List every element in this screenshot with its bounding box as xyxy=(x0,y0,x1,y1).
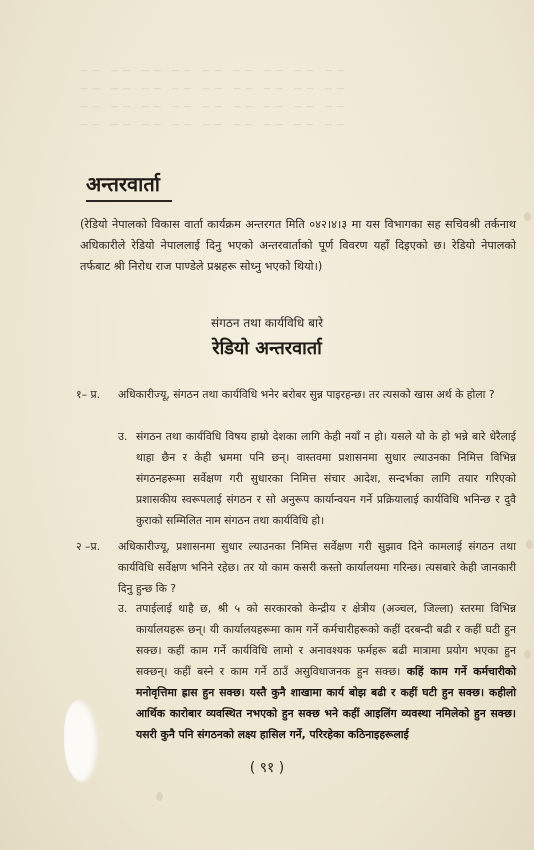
bleed-line: —— —— —— —— —— —— —— —— —— xyxy=(80,84,349,93)
question-1 xyxy=(76,384,516,405)
punch-hole xyxy=(524,212,531,221)
answer-text xyxy=(136,598,516,745)
question-text: अधिकारीज्यू, संगठन तथा कार्यविधि भनेर बरोबर सुन्न पाइरहन्छ। तर त्यसको खास अर्थ के होला ? xyxy=(118,388,495,401)
question-marker: २ –प्र. xyxy=(76,540,101,553)
bleed-line: —— —— —— —— —— —— —— —— —— xyxy=(80,102,349,111)
bleed-line: —— —— —— —— —— —— —— —— —— xyxy=(80,120,349,129)
answer-text-light: तपाईलाई थाहै छ, श्री ५ को सरकारको केन्द्रीय र क्षेत्रीय (अञ्चल, जिल्ला) स्तरमा विभिन्न कार्यालयहरू छन्। यी कार्यालयहरूमा काम गर्ने कर्मचारीहरूको कहीं दरबन्दी बढी र कहीं घटी हुन सक्छ। कहीं काम गर्ने कार्यविधि लामो र अनावश्यक फर्महरू बढी मात्रामा प्रयोग भएका हुन सक्छन्। कहीं बस्ने र काम गर्ने ठाउँ असुविधाजनक हुन सक्छ। xyxy=(136,602,516,678)
answer-marker: उ. xyxy=(118,602,128,615)
answer-2 xyxy=(118,598,516,745)
page-number: ( ९१ ) xyxy=(249,760,285,776)
punch-hole xyxy=(526,540,533,549)
answer-marker: उ. xyxy=(118,430,128,443)
punch-hole xyxy=(156,792,163,801)
paper-stain xyxy=(64,700,100,782)
question-text: अधिकारीज्यू, प्रशासनमा सुधार ल्याउनका निमित्त सर्वेक्षण गरी सुझाव दिने कामलाई संगठन तथा कार्यविधि सर्वेक्षण भनिने रहेछ। तर यो काम कसरी कस्तो कार्यालयमा गरिन्छ। त्यसबारे केही जानकारी दिनु हुन्छ कि ? xyxy=(118,540,516,595)
bleed-through-text xyxy=(80,62,520,134)
question-marker: १– प्र. xyxy=(76,388,101,401)
punch-hole xyxy=(524,650,531,659)
answer-1 xyxy=(118,426,516,531)
interview-title: रेडियो अन्तरवार्ता xyxy=(212,338,322,359)
answer-text: संगठन तथा कार्यविधि विषय हाम्रो देशका लागि केही नयाँ न हो। यसले यो के हो भन्ने बारे धेरैलाई थाहा छैन र केही भ्रममा पनि छन्। वास्तवमा प्रशासनमा सुधार ल्याउनका निमित्त विभिन्न संगठनहरूमा सर्वेक्षण गरी सुधारका निमित्त संचार आदेश, सन्दर्भका लागि तयार गरिएको प्रशासकीय स्वरूपलाई संगठन र सो अनुरूप कार्यान्वयन गर्ने प्रक्रियालाई कार्यविधि भनिन्छ र दुवै कुराको सम्मिलित नाम संगठन तथा कार्यविधि हो। xyxy=(136,430,516,527)
section-heading: अन्तरवार्ता xyxy=(86,172,160,196)
question-2 xyxy=(76,536,516,599)
bleed-line: —— —— —— —— —— —— —— —— —— xyxy=(80,66,349,75)
heading-underline xyxy=(86,200,172,202)
subtitle: संगठन तथा कार्यविधि बारे xyxy=(211,316,323,330)
answer-text-dark: कहिं काम गर्ने कर्मचारीको मनोवृत्तिमा ह्रास हुन सक्छ। यस्तै कुनै शाखामा कार्य बोझ बढी र कहीं घटी हुन सक्छ। कहीलो आर्थिक कारोबार व्यवस्थित नभएको हुन सक्छ भने कहीं आइलिंग व्यवस्था नमिलेको हुन सक्छ। यसरी कुनै पनि संगठनको लक्ष्य हासिल गर्ने, परिरहेका कठिनाइहरूलाई xyxy=(136,665,517,741)
intro-paragraph: (रेडियो नेपालको विकास वार्ता कार्यक्रम अन्तरगत मिति ०४२।४।३ मा यस विभागका सह सचिवश्री तर्कनाथ अधिकारीले रेडियो नेपाललाई दिनु भएको अन्तरवार्ताको पूर्ण विवरण यहाँ दिइएको छ। रेडियो नेपालको तर्फबाट श्री निरोध राज पाण्डेले प्रश्नहरू सोध्नु भएको थियो।) xyxy=(80,218,516,273)
